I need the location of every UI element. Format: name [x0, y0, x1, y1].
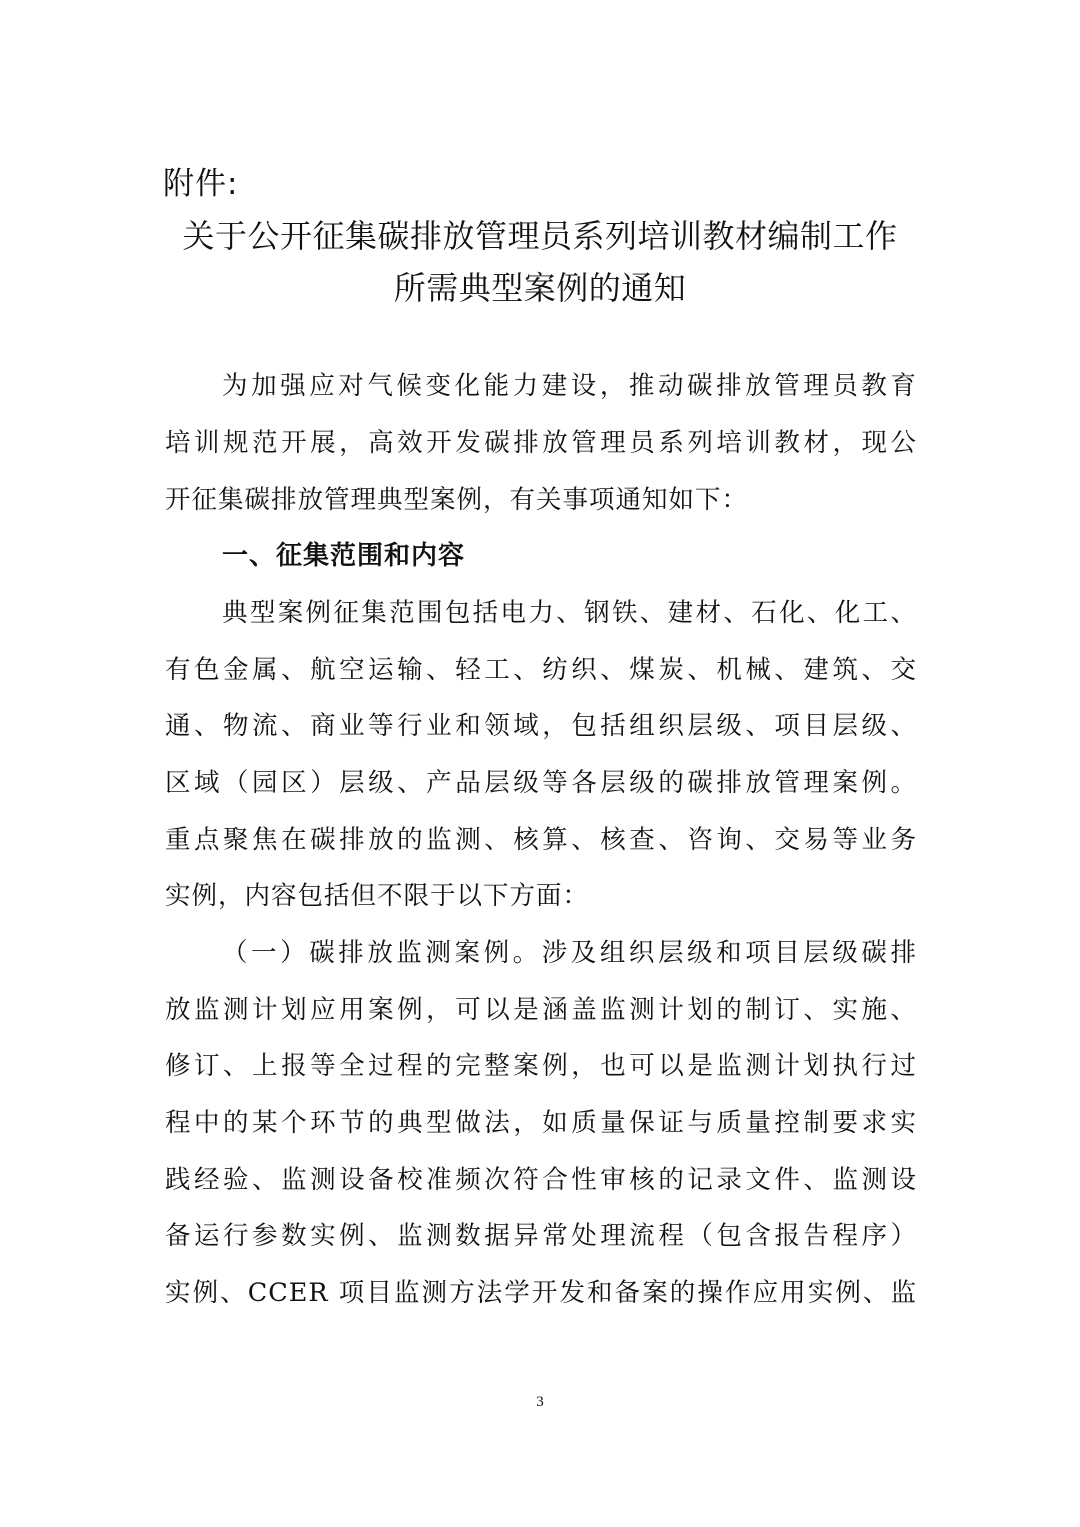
document-title-line-1: 关于公开征集碳排放管理员系列培训教材编制工作: [182, 217, 898, 255]
attachment-label: 附件:: [163, 166, 239, 202]
intro-line-3: 开征集碳排放管理典型案例，有关事项通知如下：: [165, 485, 749, 515]
subsection1-line-5: 践经验、监测设备校准频次符合性审核的记录文件、监测设: [165, 1165, 917, 1195]
intro-line-1: 为加强应对气候变化能力建设，推动碳排放管理员教育: [222, 371, 917, 401]
subsection1-line-7: 实例、CCER 项目监测方法学开发和备案的操作应用实例、监: [165, 1278, 917, 1308]
section1-line-3: 通、物流、商业等行业和领域，包括组织层级、项目层级、: [165, 711, 917, 741]
section1-line-6: 实例，内容包括但不限于以下方面：: [165, 881, 590, 911]
subsection1-line-2: 放监测计划应用案例，可以是涵盖监测计划的制订、实施、: [165, 995, 917, 1025]
section1-line-1: 典型案例征集范围包括电力、钢铁、建材、石化、化工、: [222, 598, 917, 628]
subsection1-line-3: 修订、上报等全过程的完整案例，也可以是监测计划执行过: [165, 1051, 917, 1081]
section-heading: 一、征集范围和内容: [222, 541, 466, 571]
subsection1-line-1: （一）碳排放监测案例。涉及组织层级和项目层级碳排: [222, 938, 917, 968]
subsection1-line-6: 备运行参数实例、监测数据异常处理流程（包含报告程序）: [165, 1221, 917, 1251]
subsection1-line-4: 程中的某个环节的典型做法，如质量保证与质量控制要求实: [165, 1108, 917, 1138]
intro-line-2: 培训规范开展，高效开发碳排放管理员系列培训教材，现公: [165, 428, 917, 458]
section1-line-4: 区域（园区）层级、产品层级等各层级的碳排放管理案例。: [165, 768, 917, 798]
section1-line-2: 有色金属、航空运输、轻工、纺织、煤炭、机械、建筑、交: [165, 655, 917, 685]
page-number: 3: [536, 1394, 544, 1410]
section1-line-5: 重点聚焦在碳排放的监测、核算、核查、咨询、交易等业务: [165, 825, 917, 855]
document-title-line-2: 所需典型案例的通知: [393, 269, 687, 307]
